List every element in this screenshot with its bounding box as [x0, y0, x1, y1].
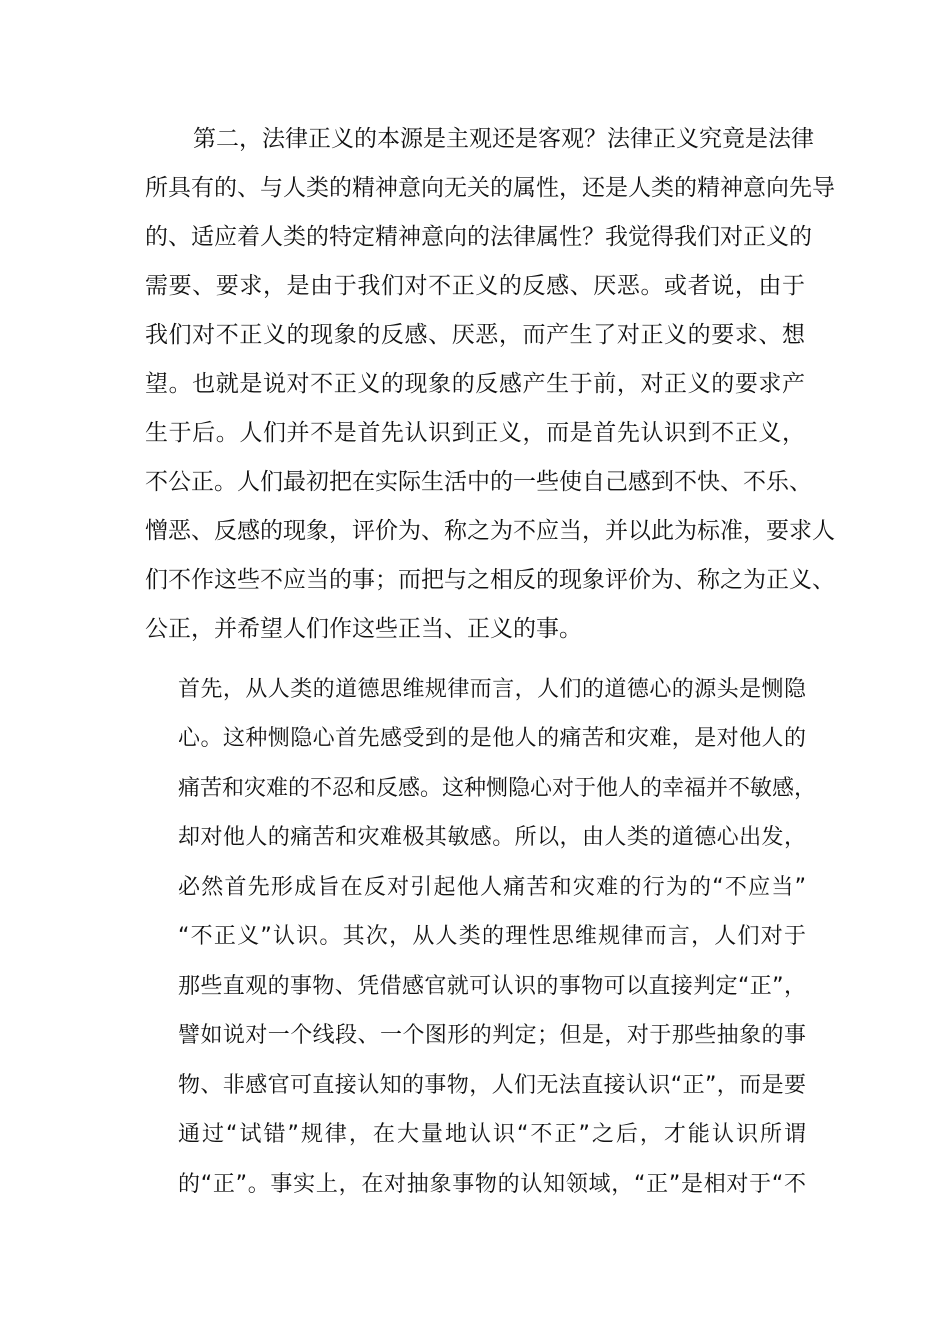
text-line: 望。也就是说对不正义的现象的反感产生于前，对正义的要求产	[145, 371, 805, 397]
text-line: “不正义”认识。其次，从人类的理性思维规律而言，人们对于	[178, 924, 806, 949]
text-line: 公正，并希望人们作这些正当、正义的事。	[145, 616, 582, 642]
text-line: 譬如说对一个线段、一个图形的判定；但是，对于那些抽象的事	[178, 1023, 806, 1048]
text-line: 们不作这些不应当的事；而把与之相反的现象评价为、称之为正义、	[145, 567, 835, 593]
text-line: 生于后。人们并不是首先认识到正义，而是首先认识到不正义，	[145, 420, 805, 446]
text-line: 第二，法律正义的本源是主观还是客观？法律正义究竟是法律	[193, 126, 814, 152]
text-line: 那些直观的事物、凭借感官就可认识的事物可以直接判定“正”，	[178, 974, 806, 999]
text-line: 不公正。人们最初把在实际生活中的一些使自己感到不快、不乐、	[145, 469, 812, 495]
text-line: 首先，从人类的道德思维规律而言，人们的道德心的源头是恻隐	[178, 677, 806, 702]
text-line: 心。这种恻隐心首先感受到的是他人的痛苦和灾难，是对他人的	[178, 726, 806, 751]
text-line: 的、适应着人类的特定精神意向的法律属性？我觉得我们对正义的	[145, 224, 812, 250]
text-line: 却对他人的痛苦和灾难极其敏感。所以，由人类的道德心出发，	[178, 825, 806, 850]
text-line: 憎恶、反感的现象，评价为、称之为不应当，并以此为标准，要求人	[145, 518, 835, 544]
text-line: 必然首先形成旨在反对引起他人痛苦和灾难的行为的“不应当”	[178, 875, 806, 900]
text-line: 通过“试错”规律，在大量地认识“不正”之后，才能认识所谓	[178, 1122, 806, 1147]
text-line: 需要、要求，是由于我们对不正义的反感、厌恶。或者说，由于	[145, 273, 805, 299]
text-line: 痛苦和灾难的不忍和反感。这种恻隐心对于他人的幸福并不敏感，	[178, 776, 817, 801]
text-line: 的“正”。事实上，在对抽象事物的认知领域，“正”是相对于“不	[178, 1172, 806, 1197]
text-line: 我们对不正义的现象的反感、厌恶，而产生了对正义的要求、想	[145, 322, 805, 348]
text-line: 所具有的、与人类的精神意向无关的属性，还是人类的精神意向先导	[145, 175, 835, 201]
text-line: 物、非感官可直接认知的事物，人们无法直接认识“正”，而是要	[178, 1073, 806, 1098]
